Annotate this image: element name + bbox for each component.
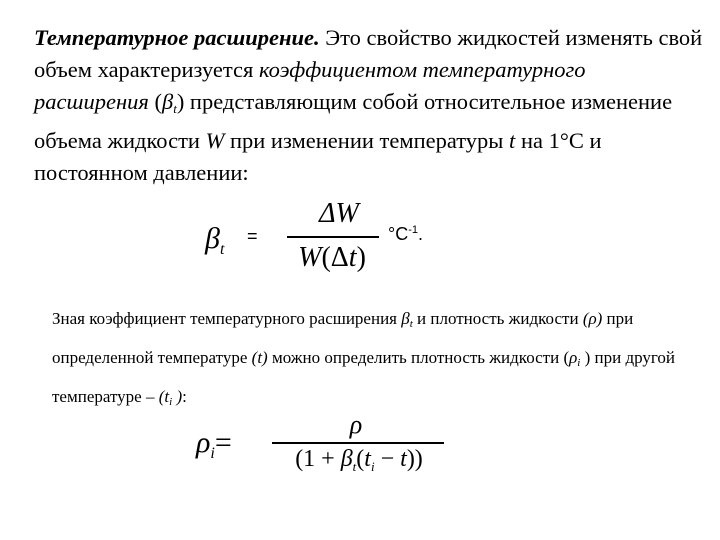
beta-subscript: t <box>352 459 357 474</box>
t-subscript: i <box>370 459 375 474</box>
beta-subscript: t <box>409 318 413 330</box>
rho-subscript: i <box>577 357 581 369</box>
equals-sign: = <box>214 426 232 459</box>
t-i-subscript: i <box>169 396 173 408</box>
formula-lhs <box>196 426 232 463</box>
formula-denominator <box>281 242 383 274</box>
italic-text: коэффициентом температурного расширения <box>34 57 586 114</box>
unit-period: . <box>417 224 423 244</box>
formula-numerator: ρ <box>349 410 363 439</box>
den-part: )) <box>406 446 423 472</box>
term-heading: Температурное расширение. <box>34 25 320 50</box>
beta-subscript: t <box>173 101 177 116</box>
w-symbol: W <box>298 242 322 273</box>
text: : <box>182 387 187 406</box>
beta-subscript: t <box>219 241 225 258</box>
rho-subscript: i <box>210 445 215 462</box>
t-symbol: t <box>364 446 371 472</box>
unit-exponent: -1 <box>408 224 418 236</box>
delta-open: (Δ <box>321 242 349 273</box>
w-symbol: W <box>205 128 225 153</box>
t-symbol: t <box>400 446 407 472</box>
equals-sign: = <box>247 226 258 246</box>
rho-paren: (ρ) <box>582 309 603 328</box>
den-part: (1 + <box>295 446 341 472</box>
beta-symbol: β <box>161 89 174 114</box>
beta-symbol: β <box>401 309 410 328</box>
t-i-open: (t <box>158 387 170 406</box>
delta-w: ΔW <box>319 198 359 229</box>
text: Это свойство жидкостей изменять свой объем характеризуется <box>34 25 703 82</box>
rho-symbol: ρ <box>569 348 578 367</box>
t-symbol: t <box>509 128 516 153</box>
minus-sign: − <box>374 446 401 472</box>
formula-denominator <box>270 446 448 475</box>
text: можно определить плотность жидкости ( <box>267 348 570 367</box>
text: при изменении температуры <box>224 128 510 153</box>
t-paren: (t) <box>251 348 268 367</box>
unit-label <box>388 224 423 245</box>
t-i-close: ) <box>172 387 183 406</box>
paragraph-density <box>52 302 702 419</box>
unit-base: °C <box>388 224 409 244</box>
beta-symbol: β <box>205 222 220 255</box>
text: Зная коэффициент температурного расширения <box>52 309 402 328</box>
rho-symbol: ρ <box>196 426 211 459</box>
fraction-bar <box>287 236 379 238</box>
text: ) при другой температуре – <box>52 348 676 406</box>
formula-lhs <box>205 222 224 259</box>
text: ( <box>148 89 162 114</box>
text: при определенной температуре <box>52 309 634 367</box>
text: и плотность жидкости <box>412 309 583 328</box>
text: на 1°С и постоянном давлении: <box>34 128 602 185</box>
den-part: ( <box>356 446 365 472</box>
text: ) представляющим собой относительное изменение объема жидкости <box>34 89 673 153</box>
paragraph-thermal-expansion <box>34 22 704 189</box>
beta-symbol: β <box>340 446 353 472</box>
paren-close: ) <box>356 242 366 273</box>
t-symbol: t <box>348 242 357 273</box>
formula-density <box>196 410 456 490</box>
fraction-bar <box>272 442 444 444</box>
formula-numerator <box>303 198 375 230</box>
